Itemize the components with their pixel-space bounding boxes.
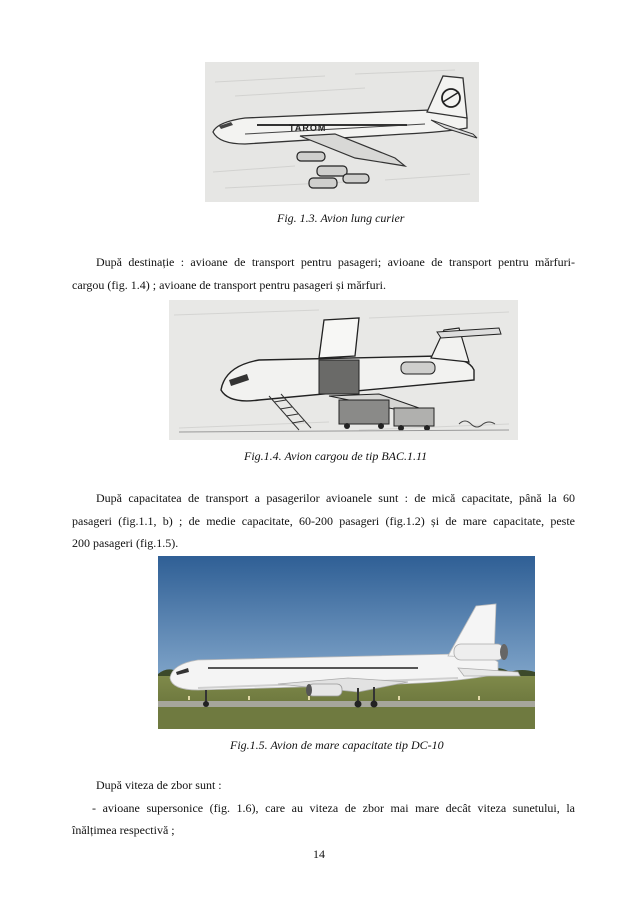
figure-long-haul-airliner <box>205 62 479 202</box>
paragraph-speed-line-1: După viteza de zbor sunt : <box>96 778 222 792</box>
paragraph-speed-line-3: înălțimea respectivă ; <box>72 823 175 837</box>
figure-cargo-aircraft <box>169 300 518 440</box>
fuselage-lettering: TAROM <box>289 123 327 133</box>
paragraph-capacity-line-2: pasageri (fig.1.1, b) ; de medie capacitate, 60-200 pasageri (fig.1.2) și de mare capacitate, peste <box>72 513 575 528</box>
paragraph-destination <box>72 251 575 296</box>
page-number: 14 <box>313 847 325 861</box>
paragraph-destination-line-1: După destinație : avioane de transport pentru pasageri; avioane de transport pentru mărfuri- <box>96 255 575 269</box>
figure-1-5-caption: Fig.1.5. Avion de mare capacitate tip DC-10 <box>230 738 444 752</box>
figure-1-4-caption: Fig.1.4. Avion cargou de tip BAC.1.11 <box>244 449 428 463</box>
paragraph-speed-line-2: - avioane supersonice (fig. 1.6), care au viteza de zbor mai mare decât viteza sunetului, la <box>92 800 575 815</box>
figure-1-3-caption: Fig. 1.3. Avion lung curier <box>277 211 405 225</box>
paragraph-destination-line-2: cargou (fig. 1.4) ; avioane de transport pentru pasageri și mărfuri. <box>72 277 387 292</box>
paragraph-capacity-line-3: 200 pasageri (fig.1.5). <box>72 536 179 550</box>
paragraph-capacity <box>72 487 575 555</box>
paragraph-speed <box>72 774 575 842</box>
figure-dc10-photo <box>158 556 535 729</box>
paragraph-capacity-line-1: După capacitatea de transport a pasagerilor avioanele sunt : de mică capacitate, până la 60 <box>96 491 575 505</box>
